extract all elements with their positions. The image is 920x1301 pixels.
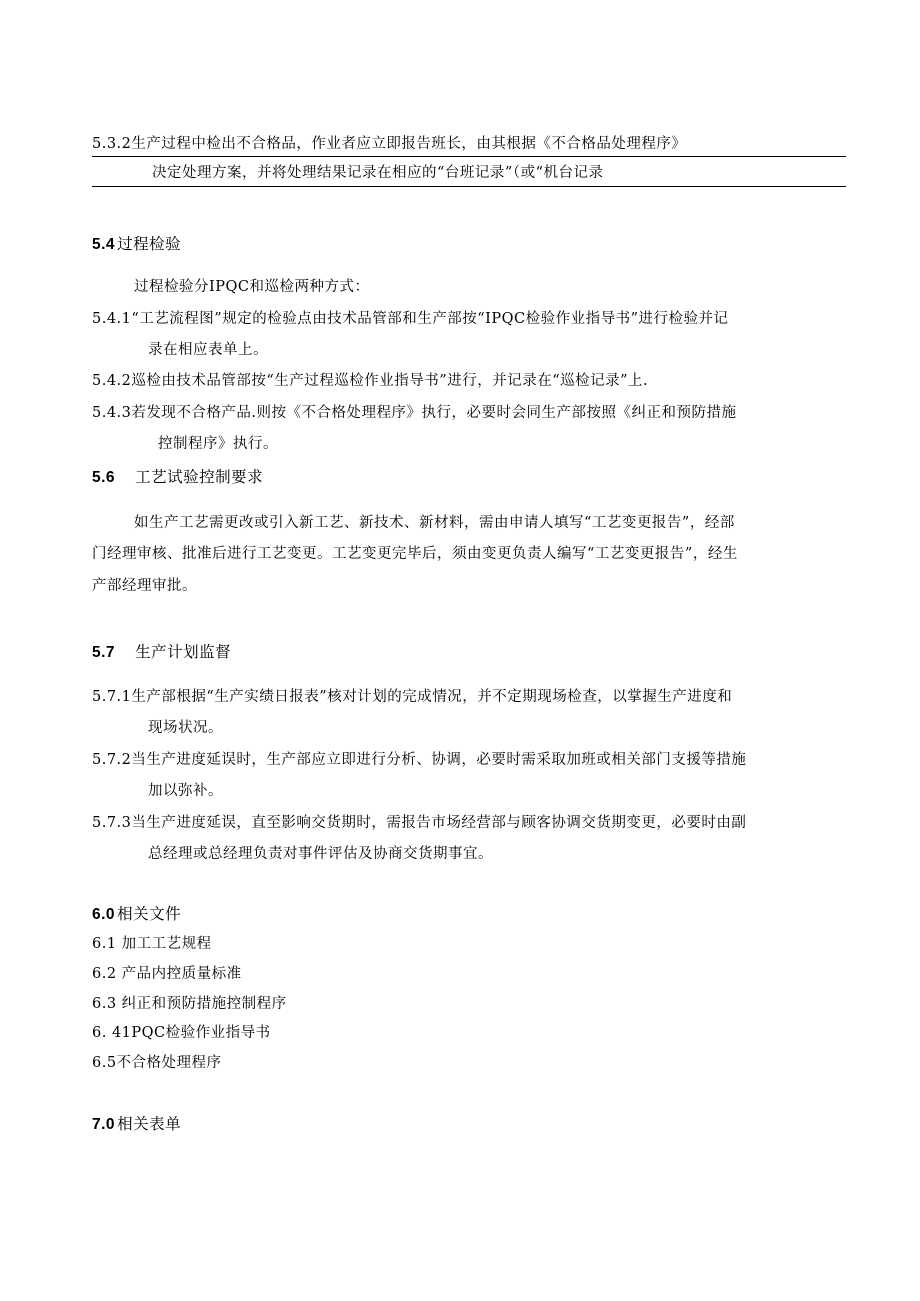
section-6-0-title: 相关文件 bbox=[117, 905, 182, 923]
clause-5-7-3-line-1: 5.7.3当生产进度延误，直至影响交货期时，需报告市场经营部与顾客协调交货期变更，必要时由副 bbox=[92, 815, 747, 831]
section-6-0-heading bbox=[92, 904, 181, 925]
clause-5-3-2-line-1: 5.3.2生产过程中检出不合格品，作业者应立即报告班长，由其根据《不合格品处理程序》 bbox=[92, 136, 687, 152]
section-7-0-heading bbox=[92, 1114, 181, 1135]
section-5-6-title: 工艺试验控制要求 bbox=[135, 468, 264, 486]
section-5-6-para-line-2: 门经理审核、批准后进行工艺变更。工艺变更完毕后，须由变更负责人编写“工艺变更报告”，经生 bbox=[92, 546, 738, 562]
clause-5-7-1-line-1: 5.7.1生产部根据“生产实绩日报表”核对计划的完成情况，并不定期现场检查，以掌握生产进度和 bbox=[92, 689, 733, 705]
related-doc-item: 6.2 产品内控质量标准 bbox=[92, 966, 242, 982]
section-5-4-title: 过程检验 bbox=[117, 235, 182, 253]
section-5-4-heading bbox=[92, 234, 181, 255]
clause-5-7-2-line-1: 5.7.2当生产进度延误时，生产部应立即进行分析、协调，必要时需采取加班或相关部门支援等措施 bbox=[92, 752, 747, 768]
section-5-6-para-line-1: 如生产工艺需更改或引入新工艺、新技术、新材料，需由申请人填写“工艺变更报告”，经部 bbox=[134, 515, 735, 531]
section-6-0-number: 6.0 bbox=[92, 906, 116, 923]
clause-5-3-2-line-2: 决定处理方案，并将处理结果记录在相应的“台班记录”（或“机台记录 bbox=[152, 165, 604, 181]
section-5-6-heading bbox=[92, 467, 263, 488]
section-5-7-number: 5.7 bbox=[92, 644, 116, 661]
related-doc-item: 6.1 加工工艺规程 bbox=[92, 936, 212, 952]
section-7-0-number: 7.0 bbox=[92, 1116, 116, 1133]
table-rule-bottom bbox=[92, 186, 846, 187]
related-doc-item: 6.3 纠正和预防措施控制程序 bbox=[92, 996, 287, 1012]
section-5-4-number: 5.4 bbox=[92, 236, 116, 253]
section-5-4-intro: 过程检验分IPQC和巡检两种方式： bbox=[134, 279, 370, 295]
clause-5-4-1-line-2: 录在相应表单上。 bbox=[148, 342, 268, 358]
related-doc-item: 6. 41PQC检验作业指导书 bbox=[92, 1025, 271, 1041]
clause-5-7-2-line-2: 加以弥补。 bbox=[148, 783, 223, 799]
clause-5-4-3-line-1: 5.4.3若发现不合格产品.则按《不合格处理程序》执行，必要时会同生产部按照《纠正和预防措施 bbox=[92, 405, 737, 421]
section-5-6-number: 5.6 bbox=[92, 469, 116, 486]
clause-5-4-2-line-1: 5.4.2巡检由技术品管部按“生产过程巡检作业指导书”进行，并记录在“巡检记录”上. bbox=[92, 373, 649, 389]
clause-5-4-3-line-2: 控制程序》执行。 bbox=[158, 436, 278, 452]
section-7-0-title: 相关表单 bbox=[117, 1115, 182, 1133]
section-5-7-title: 生产计划监督 bbox=[135, 643, 232, 661]
clause-5-4-1-line-1: 5.4.1“工艺流程图”规定的检验点由技术品管部和生产部按“IPQC检验作业指导书”进行检验并记 bbox=[92, 311, 729, 327]
clause-5-7-3-line-2: 总经理或总经理负责对事件评估及协商交货期事宜。 bbox=[148, 846, 493, 862]
clause-5-7-1-line-2: 现场状况。 bbox=[148, 720, 223, 736]
related-doc-item: 6.5不合格处理程序 bbox=[92, 1055, 222, 1071]
section-5-7-heading bbox=[92, 642, 231, 663]
section-5-6-para-line-3: 产部经理审批。 bbox=[92, 578, 197, 594]
table-rule-top bbox=[92, 156, 846, 157]
